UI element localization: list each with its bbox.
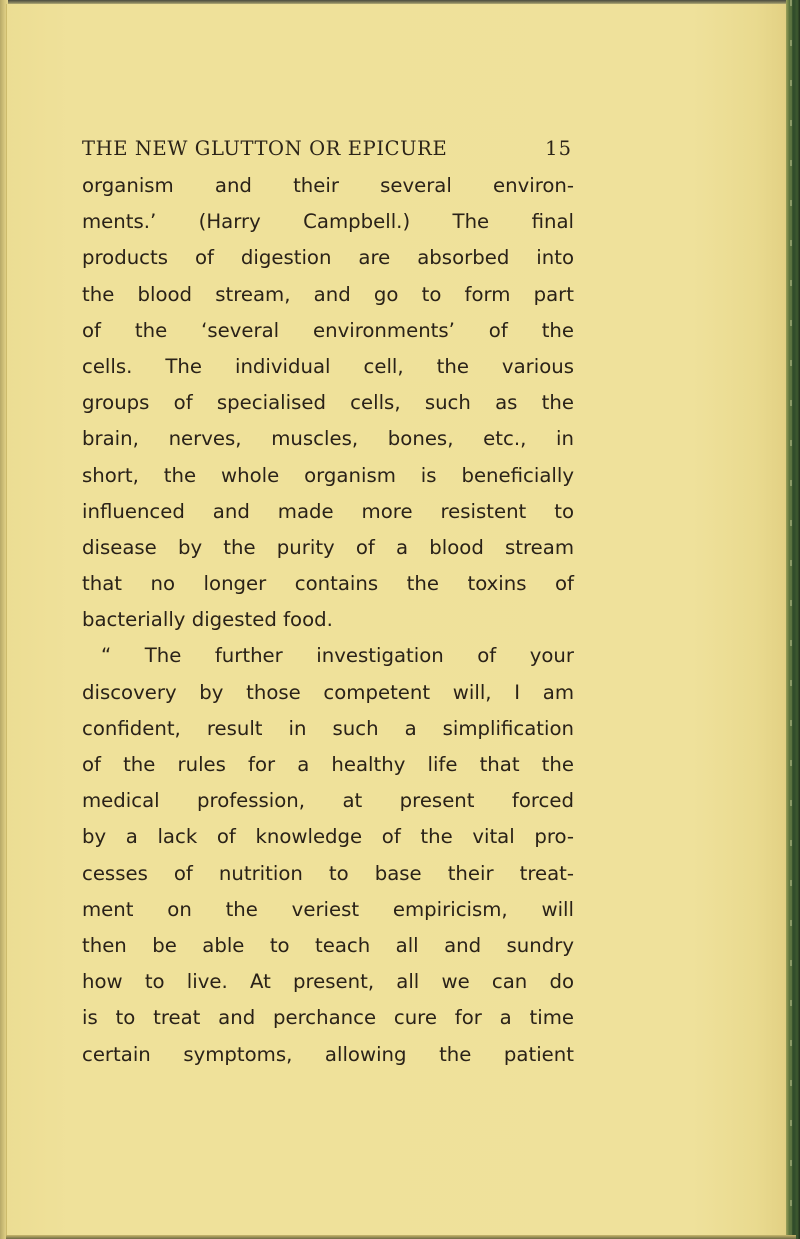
text-line: then be able to teach all and sundry [82,933,574,957]
text-line: of the rules for a healthy life that the [82,753,574,776]
running-head-title: THE NEW GLUTTON OR EPICURE [82,137,448,160]
text-line: short, the whole organism is beneficially [82,463,574,487]
text-line: discovery by those competent will, I am [82,680,574,704]
text-line: ment on the veriest empiricism, will [82,897,574,921]
text-line: products of digestion are absorbed into [82,246,574,270]
text-line: organism and their several environ- [82,174,574,197]
text-line: is to treat and perchance cure for a time [82,1006,574,1030]
text-line: bacterially digested food. [82,608,333,632]
text-line: “ The further investigation of your [101,644,574,668]
text-line: cells. The individual cell, the various [82,354,574,378]
text-line: groups of specialised cells, such as the [82,391,574,415]
page-number: 15 [545,137,572,160]
binding-edge [786,0,800,1239]
text-line: influenced and made more resistent to [82,499,574,523]
text-line: ments.’ (Harry Campbell.) The final [82,210,574,234]
running-head [82,134,572,164]
text-line: by a lack of knowledge of the vital pro- [82,825,574,849]
text-line: the blood stream, and go to form part [82,282,574,306]
text-line: cesses of nutrition to base their treat- [82,861,574,885]
body-text [82,168,574,1073]
text-line: certain symptoms, allowing the patient [82,1042,574,1066]
page-bottom-edge [6,1235,796,1239]
text-line: how to live. At present, all we can do [82,970,574,994]
text-line: confident, result in such a simplification [82,716,574,740]
text-line: medical profession, at present forced [82,789,574,813]
text-line: brain, nerves, muscles, bones, etc., in [82,427,574,451]
text-line: disease by the purity of a blood stream [82,535,574,559]
text-line: that no longer contains the toxins of [82,572,574,596]
text-line: of the ‘several environments’ of the [82,318,574,342]
